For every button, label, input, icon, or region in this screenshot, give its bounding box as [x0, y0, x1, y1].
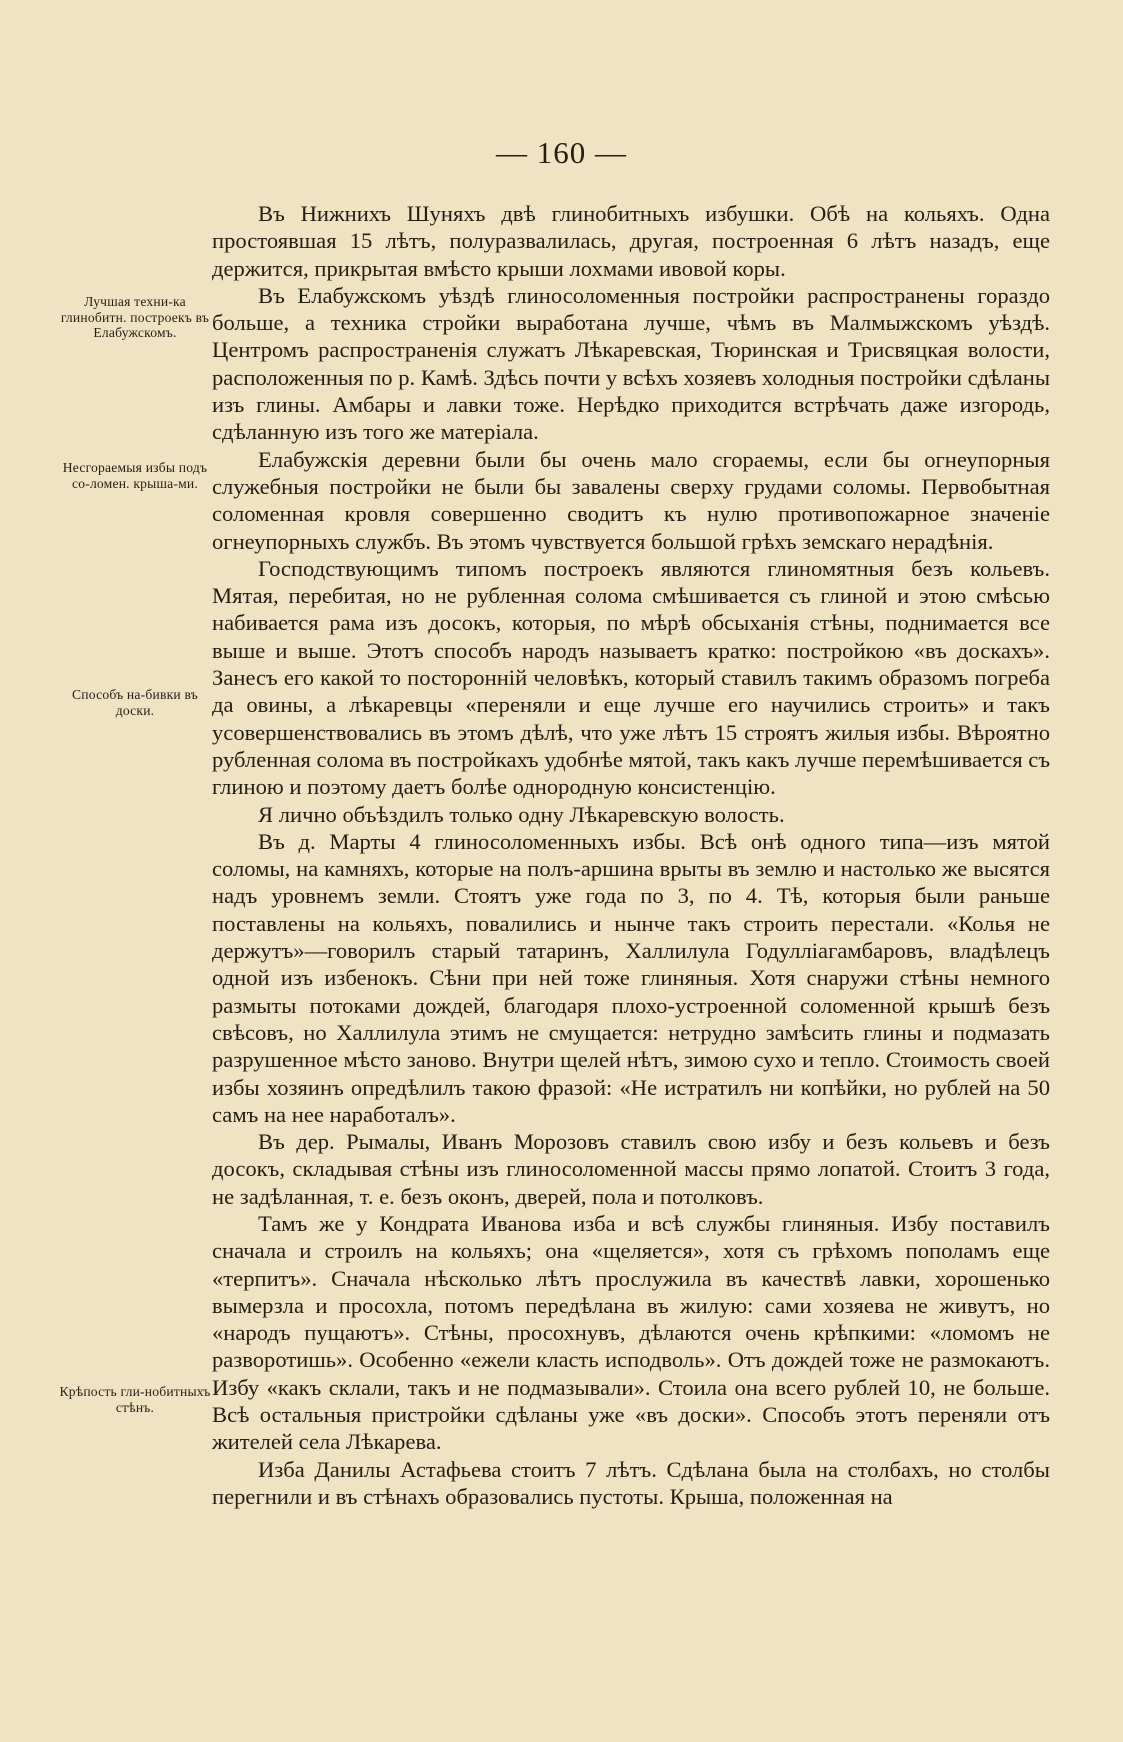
- paragraph: Въ дер. Рымалы, Иванъ Морозовъ ставилъ свою избу и безъ кольевъ и безъ досокъ, складывая стѣны изъ глиносоломенной массы прямо лопатой. Стоитъ 3 года, не задѣланная, т. е. безъ оконъ, дверей, пола и потолковъ.: [212, 1129, 1050, 1209]
- paragraph: Елабужскія деревни были бы очень мало сгораемы, если бы огнеупорныя служебныя постройки не были бы завалены сверху грудами соломы. Первобытная соломенная кровля совершенно сводитъ къ нулю противопожарное значеніе огнеупорныхъ службъ. Въ этомъ чувствуется большой грѣхъ земскаго нерадѣнія.: [212, 446, 1050, 554]
- paragraph: Въ д. Марты 4 глиносоломенныхъ избы. Всѣ онѣ одного типа—изъ мятой соломы, на камняхъ, которые на полъ-аршина врыты въ землю и настолько же высятся надъ уровнемъ земли. Стоятъ уже года по 3, по 4. Тѣ, которыя были раньше поставлены на кольяхъ, повалились и нынче такъ строить перестали. «Колья не держутъ»—говорилъ старый татаринъ, Халлилула Годулліагамбаровъ, владѣлецъ одной изъ избенокъ. Сѣни при ней тоже глиняныя. Хотя снаружи стѣны немного размыты потоками дождей, благодаря плохо-устроенной соломенной крышѣ безъ свѣсовъ, но Халлилула этимъ не смущается: нетрудно замѣсить глины и подмазать разрушенное мѣсто заново. Внутри щелей нѣтъ, зимою сухо и тепло. Стоимость своей избы хозяинъ опредѣлилъ такою фразой: «Не истратилъ ни копѣйки, но рублей на 50 самъ на нее наработалъ».: [212, 828, 1050, 1127]
- margin-note: Крѣпость гли-нобитныхъ стѣнъ.: [59, 1384, 211, 1415]
- margin-note: Способъ на-бивки въ доски.: [72, 687, 198, 718]
- paragraph: Тамъ же у Кондрата Иванова изба и всѣ службы глиняныя. Избу поставилъ сначала и строилъ на кольяхъ; она «щеляется», хотя съ грѣхомъ пополамъ еще «терпитъ». Сначала нѣсколько лѣтъ прослужила въ качествѣ лавки, хорошенько вымерзла и просохла, потомъ передѣлана въ жилую: сами хозяева не живутъ, но «народъ пущаютъ». Стѣны, просохнувъ, дѣлаются очень крѣпкими: «ломомъ не разворотишь». Особенно «ежели класть исподволь». Отъ дождей тоже не размокаютъ. Избу «какъ склали, такъ и не подмазывали». Стоила она всего рублей 10, не больше. Всѣ остальныя пристройки сдѣланы уже «въ доски». Способъ этотъ переняли отъ жителей села Лѣкарева.: [212, 1210, 1050, 1455]
- body-text: [212, 200, 1050, 1510]
- page-number: — 160 —: [496, 135, 627, 170]
- paragraph: Изба Данилы Астафьева стоитъ 7 лѣтъ. Сдѣлана была на столбахъ, но столбы перегнили и въ стѣнахъ образовались пустоты. Крыша, положенная на: [212, 1456, 1050, 1509]
- margin-note: Несгораемыя избы подъ со-ломен. крыша-ми.: [62, 460, 208, 491]
- paragraph: Въ Елабужскомъ уѣздѣ глиносоломенныя постройки распространены гораздо больше, а техника стройки выработана лучше, чѣмъ въ Малмыжскомъ уѣздѣ. Центромъ распространенія служатъ Лѣкаревская, Тюринская и Трисвяцкая волости, расположенныя по р. Камѣ. Здѣсь почти у всѣхъ хозяевъ холодныя постройки сдѣланы изъ глины. Амбары и лавки тоже. Нерѣдко приходится встрѣчать даже изгородь, сдѣланную изъ того же матеріала.: [212, 282, 1050, 445]
- paragraph: Въ Нижнихъ Шуняхъ двѣ глинобитныхъ избушки. Обѣ на кольяхъ. Одна простоявшая 15 лѣтъ, полуразвалилась, другая, построенная 6 лѣтъ назадъ, еще держится, прикрытая вмѣсто крыши лохмами ивовой коры.: [212, 201, 1050, 281]
- paragraph: Я лично объѣздилъ только одну Лѣкаревскую волость.: [258, 801, 785, 827]
- margin-note: Лучшая техни-ка глинобитн. построекъ въ Елабужскомъ.: [60, 294, 210, 340]
- paragraph: Господствующимъ типомъ построекъ являются глиномятныя безъ кольевъ. Мятая, перебитая, но не рубленная солома смѣшивается съ глиной и этою смѣсью набивается рама изъ досокъ, которыя, по мѣрѣ обсыханія стѣны, поднимается все выше и выше. Этотъ способъ народъ называетъ кратко: постройкою «въ доскахъ». Занесъ его какой то посторонній человѣкъ, который ставилъ такимъ образомъ погреба да овины, а лѣкаревцы «переняли и еще лучше его научились строить» и такъ усовершенствовались въ этомъ дѣлѣ, что уже лѣтъ 15 строятъ жилыя избы. Вѣроятно рубленная солома въ постройкахъ удобнѣе мятой, такъ какъ лучше перемѣшивается съ глиною и поэтому даетъ болѣе однородную консистенцію.: [212, 555, 1050, 800]
